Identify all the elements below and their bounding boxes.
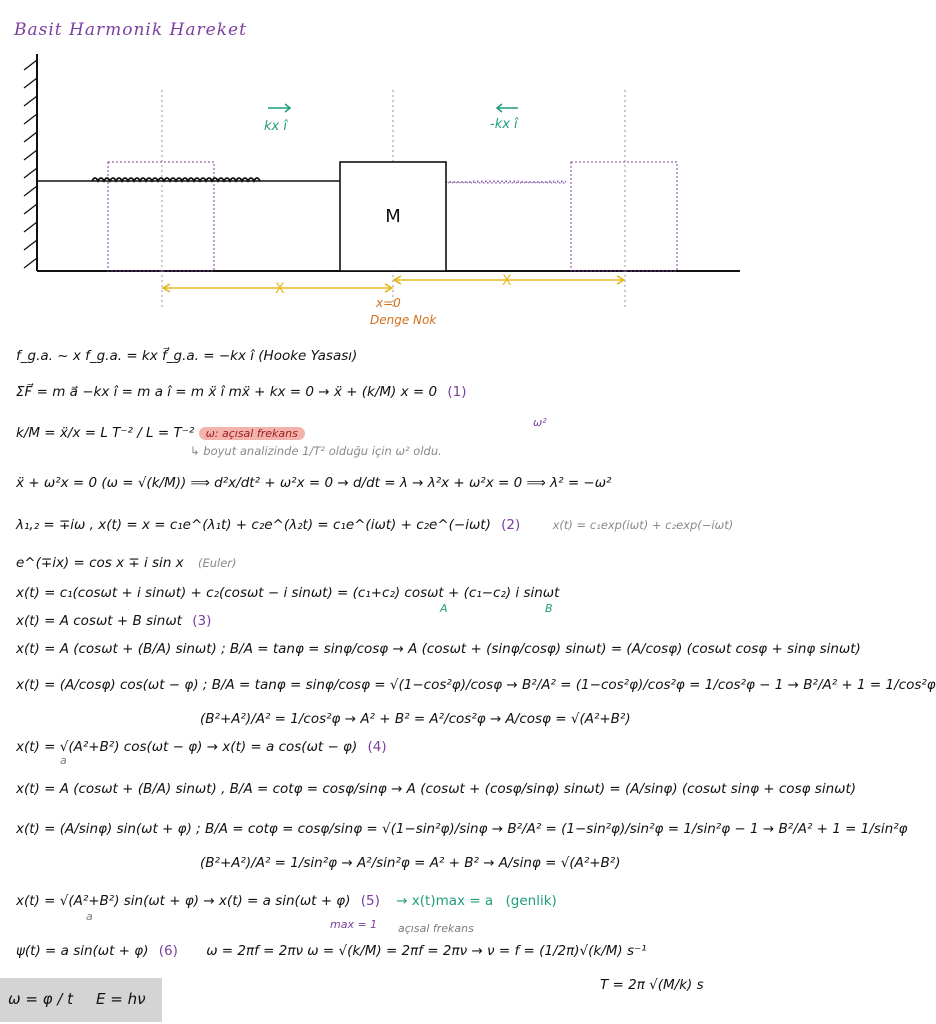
cos-sin-form-line [16, 612, 211, 630]
angular-frequency-highlight: ω: açısal frekans [199, 427, 305, 440]
equation-number-4: (4) [367, 739, 387, 755]
amplitude-cos-line: (B²+A²)/A² = 1/cos²φ → A² + B² = A²/cos²φ → A/cosφ = √(A²+B²) [200, 711, 631, 727]
equilibrium-label: Denge Nok [370, 313, 437, 327]
expanded-solution-line: x(t) = c₁(cosωt + i sinωt) + c₂(cosωt − i sinωt) = (c₁+c₂) cosωt + (c₁−c₂) i sinωt [16, 585, 560, 601]
force-right-label: kx î [264, 119, 287, 134]
general-solution-line [16, 516, 733, 534]
dimension-text: k/M = ẍ/x = L T⁻² / L = T⁻² [16, 425, 195, 441]
footer-omega: ω = φ / t [8, 990, 74, 1008]
equation-number-5: (5) [360, 893, 380, 909]
euler-line [16, 554, 236, 572]
force-left-arrow [497, 104, 518, 112]
displacement-left-label: X [275, 281, 285, 297]
euler-note: (Euler) [197, 556, 237, 570]
amplitude-note: (genlik) [505, 893, 557, 909]
angular-frequency-note: açısal frekans [398, 922, 474, 935]
euler-text: e^(∓ix) = cos x ∓ i sin x [16, 555, 184, 571]
cos-amplitude-form-line [16, 738, 387, 756]
force-right-arrow [268, 104, 290, 112]
exp-form-note: x(t) = c₁exp(iωt) + c₂exp(−iωt) [552, 518, 734, 532]
general-solution-text: λ₁,₂ = ∓iω , x(t) = x = c₁e^(λ₁t) + c₂e^(λ₂t) = c₁e^(iωt) + c₂e^(−iωt) [16, 517, 491, 533]
max-displacement: → x(t)max = a [396, 893, 494, 909]
compressed-spring [446, 181, 566, 183]
equation-number-2: (2) [501, 517, 521, 533]
ghost-box-right [571, 162, 677, 271]
wall-hatching [24, 60, 37, 268]
sin-shift-line: x(t) = (A/sinφ) sin(ωt + φ) ; B/A = cotφ = cosφ/sinφ = √(1−sin²φ)/sinφ → B²/A² = (1−sin²φ)/sin²φ = 1/sin²φ − 1 → B²/A² + 1 = 1/sin²φ [16, 821, 908, 837]
page-title: Basit Harmonik Hareket [14, 20, 247, 40]
equation-number-3: (3) [192, 613, 212, 629]
tan-phi-line: x(t) = A (cosωt + (B/A) sinωt) ; B/A = tanφ = sinφ/cosφ → A (cosωt + (sinφ/cosφ) sinωt) = (A/cosφ) (cosωt cosφ + sinφ sinωt) [16, 641, 861, 657]
cot-phi-line: x(t) = A (cosωt + (B/A) sinωt) , B/A = cotφ = cosφ/sinφ → A (cosωt + (cosφ/sinφ) sinωt) = (A/sinφ) (cosωt sinφ + cosφ sinωt) [16, 781, 857, 797]
hooke-law-line: f_g.a. ~ x f_g.a. = kx f⃗_g.a. = −kx î (Hooke Yasası) [16, 348, 358, 364]
spring-mass-diagram [0, 40, 768, 340]
mass-label: M [385, 206, 401, 227]
cos-shift-line: x(t) = (A/cosφ) cos(ωt − φ) ; B/A = tanφ = sinφ/cosφ = √(1−cos²φ)/cosφ → B²/A² = (1−cos²φ)/cos²φ = 1/cos²φ − 1 → B²/A² + 1 = 1/cos²φ [16, 677, 936, 693]
amplitude-a-note-1: a [60, 754, 67, 767]
equation-number-6: (6) [158, 943, 178, 959]
coefficient-b-label: B [545, 602, 553, 615]
period-line: T = 2π √(M/k) s [600, 977, 704, 993]
dimension-note-line [190, 442, 442, 460]
frequency-relations: ω = 2πf = 2πν ω = √(k/M) = 2πf = 2πν → ν = f = (1/2π)√(k/M) s⁻¹ [206, 943, 647, 959]
amplitude-a-note-2: a [86, 910, 93, 923]
amplitude-sin-line: (B²+A²)/A² = 1/sin²φ → A²/sin²φ = A² + B² → A/sinφ = √(A²+B²) [200, 855, 621, 871]
x-zero-label: x=0 [376, 296, 401, 310]
newton-law-text: ΣF⃗ = m a⃗ −kx î = m a î = m ẍ î mẍ + kx = 0 → ẍ + (k/M) x = 0 [16, 384, 438, 400]
omega-squared-note: ω² [533, 416, 547, 429]
wave-function-line [16, 942, 647, 960]
coefficient-a-label: A [440, 602, 448, 615]
footer-energy: E = hν [96, 990, 146, 1008]
force-left-label: -kx î [490, 117, 518, 132]
wave-function-text: ψ(t) = a sin(ωt + φ) [16, 943, 149, 959]
footer-box [0, 978, 162, 1022]
cos-amplitude-text: x(t) = √(A²+B²) cos(ωt − φ) → x(t) = a cos(ωt − φ) [16, 739, 358, 755]
displacement-right-label: X [502, 273, 512, 289]
newton-law-line [16, 383, 467, 401]
max-one-note: max = 1 [330, 918, 378, 931]
sin-amplitude-text: x(t) = √(A²+B²) sin(ωt + φ) → x(t) = a sin(ωt + φ) [16, 893, 351, 909]
characteristic-equation-line: ẍ + ω²x = 0 (ω = √(k/M)) ⟹ d²x/dt² + ω²x = 0 → d/dt = λ → λ²x + ω²x = 0 ⟹ λ² = −ω² [16, 475, 612, 491]
spring-coil [92, 178, 260, 181]
dimension-analysis-line [16, 424, 305, 443]
cos-sin-form-text: x(t) = A cosωt + B sinωt [16, 613, 182, 629]
dimension-note: ↳ boyut analizinde 1/T² olduğu için ω² oldu. [190, 444, 442, 458]
sin-amplitude-form-line [16, 892, 557, 910]
equation-number-1: (1) [447, 384, 467, 400]
